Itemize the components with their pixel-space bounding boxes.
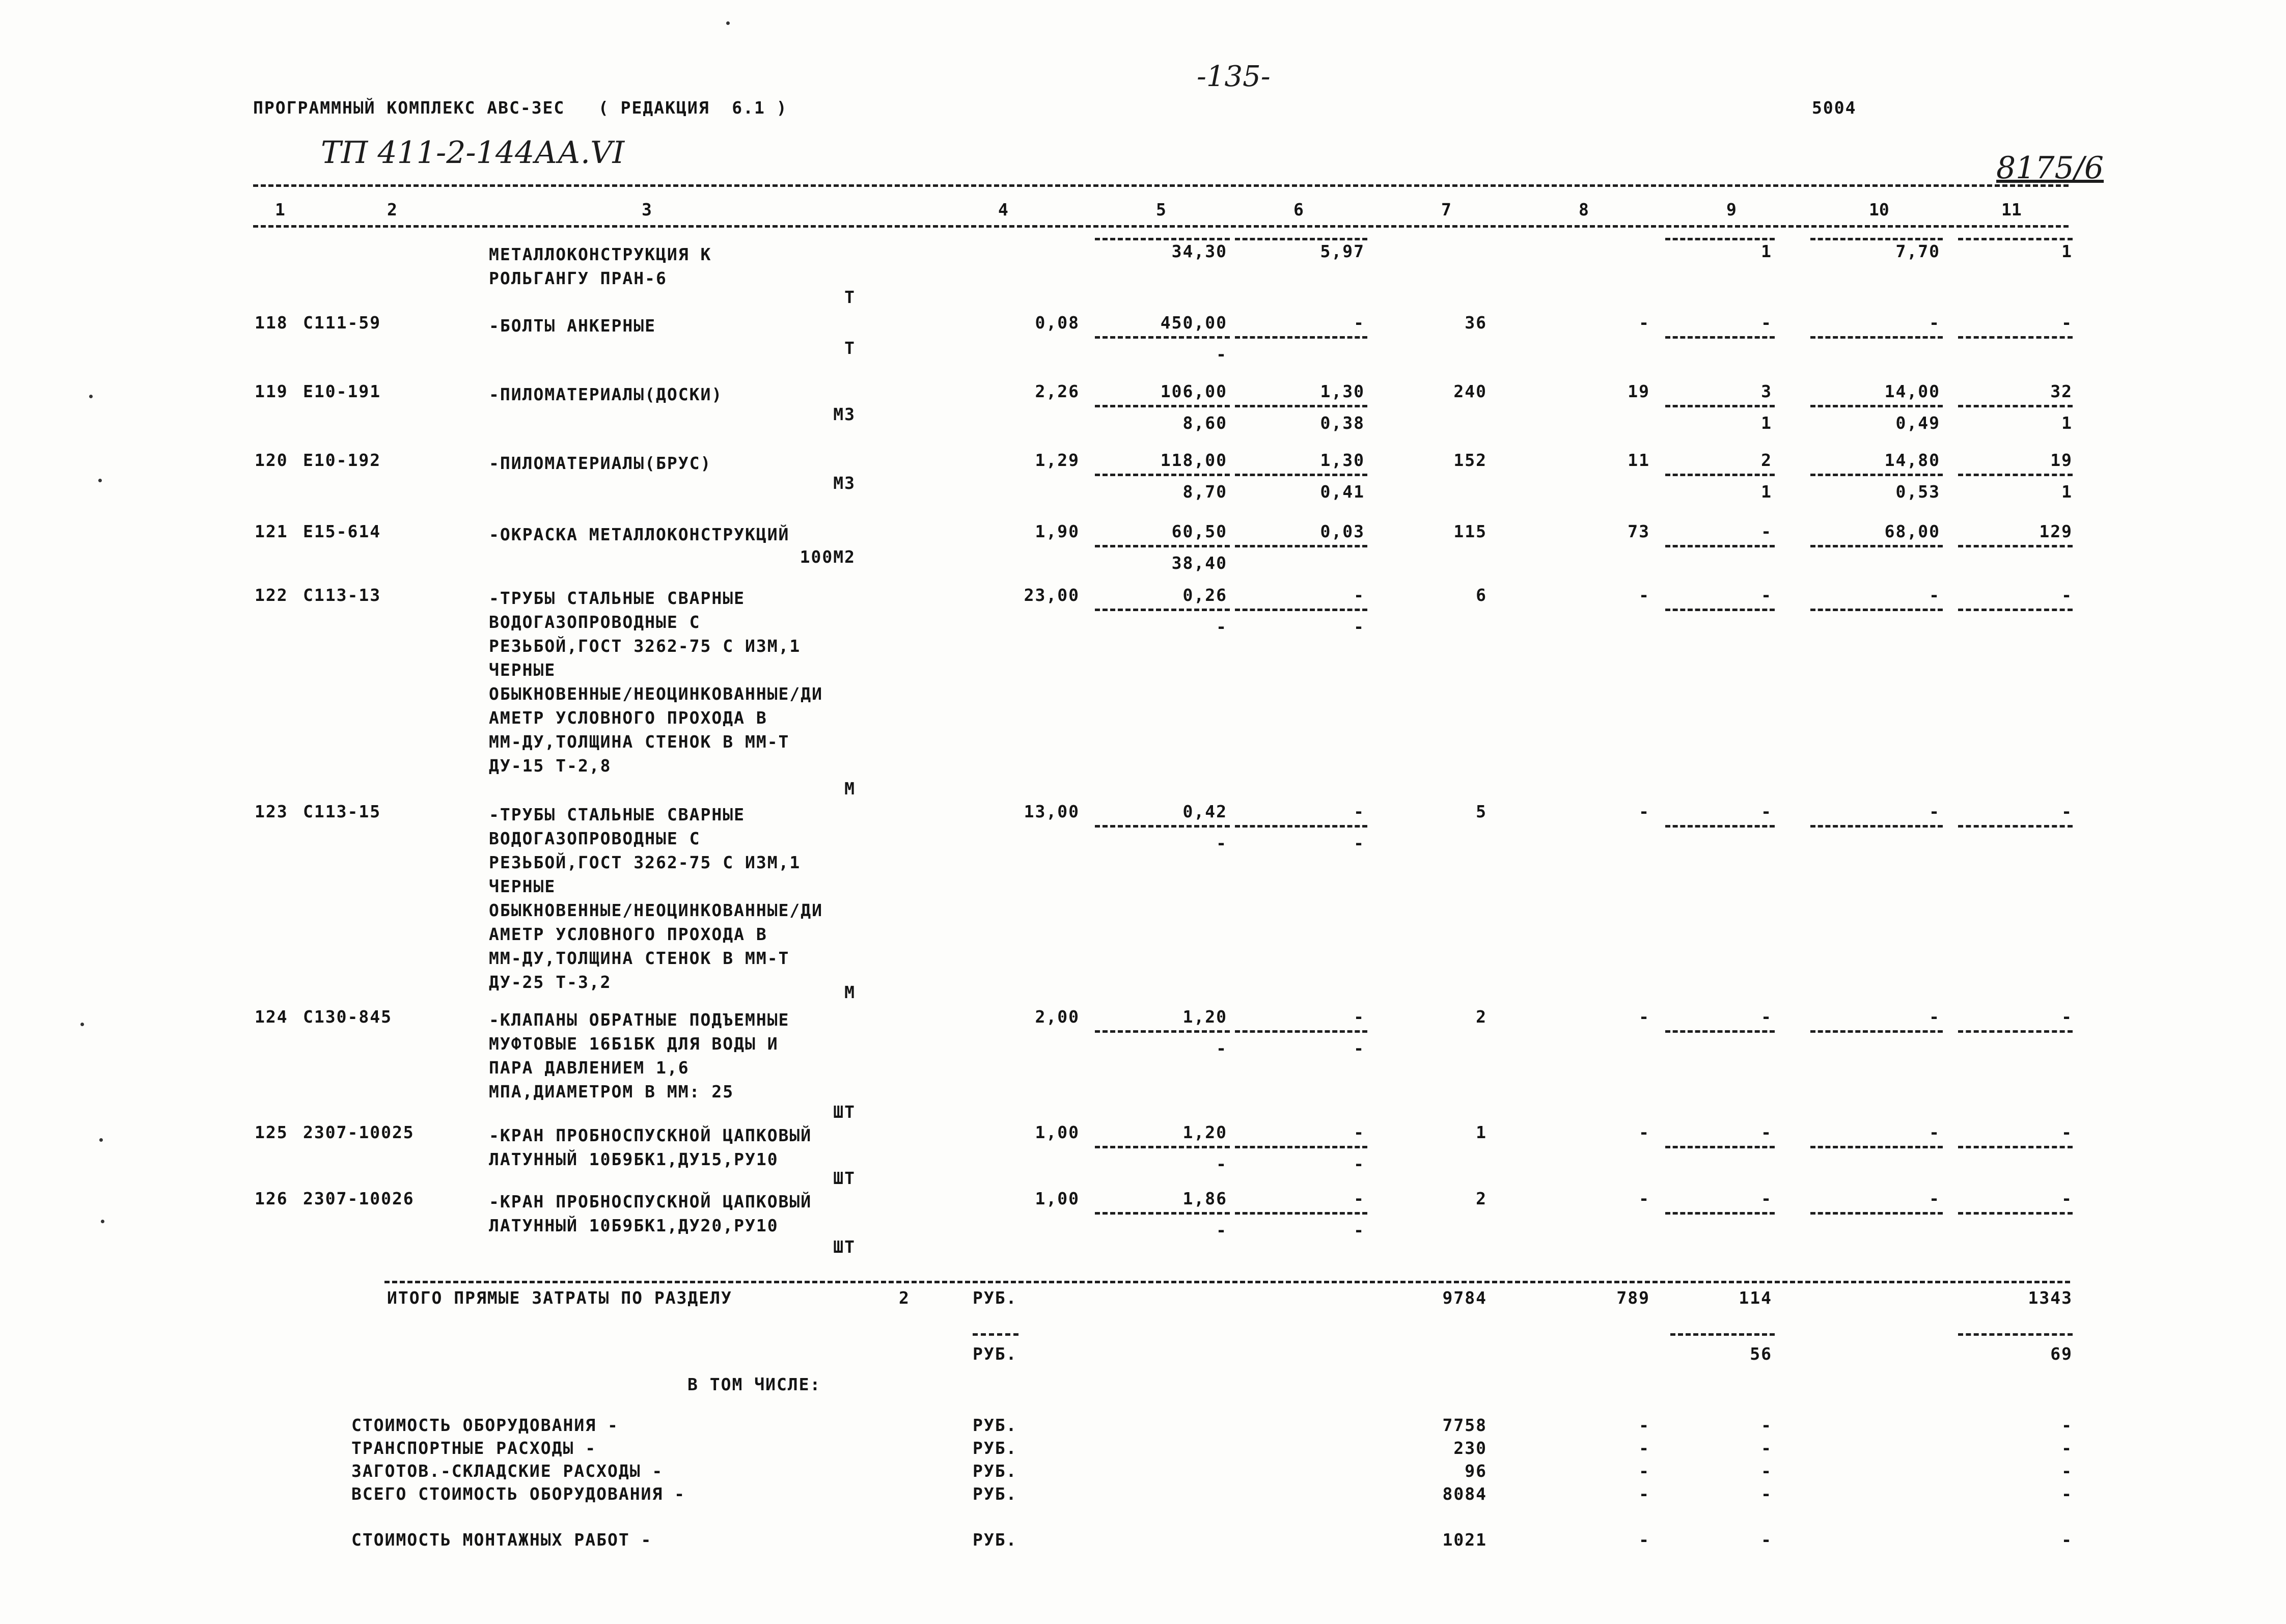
- row-col8: -: [1639, 585, 1650, 605]
- summary-col9: -: [1761, 1438, 1772, 1458]
- row-col6: -: [1354, 1007, 1365, 1027]
- row-col6-secondary: -: [1354, 1154, 1365, 1174]
- row-number: 118: [255, 313, 288, 333]
- totals-col9-rule: [1670, 1333, 1775, 1336]
- row-col7: 6: [1476, 585, 1487, 605]
- row-col11: -: [2061, 1122, 2073, 1142]
- row-col4: 23,00: [1024, 585, 1080, 605]
- row-col5-secondary: 8,60: [1182, 413, 1227, 433]
- row-col8: -: [1639, 802, 1650, 821]
- summary-col11: -: [2061, 1438, 2073, 1458]
- row-col5-secondary: -: [1216, 1154, 1227, 1174]
- row-col8: -: [1639, 313, 1650, 333]
- row-description-line: МУФТОВЫЕ 16Б1БК ДЛЯ ВОДЫ И: [489, 1034, 779, 1054]
- cell-rule: [1235, 1212, 1367, 1215]
- row-col6-secondary: -: [1354, 1038, 1365, 1058]
- row-code: Е15-614: [303, 521, 381, 541]
- document-code: 5004: [1812, 98, 1857, 118]
- cell-rule: [1235, 1030, 1367, 1033]
- row-col7: 2: [1476, 1007, 1487, 1027]
- cell-rule: [1665, 474, 1775, 476]
- summary-label: ЗАГОТОВ.-СКЛАДСКИЕ РАСХОДЫ -: [351, 1461, 664, 1481]
- row-col6-secondary: 0,41: [1320, 482, 1365, 502]
- totals-top-rule: [384, 1281, 2070, 1283]
- row-col5: 1,20: [1182, 1007, 1227, 1027]
- totals-unit-secondary: РУБ.: [973, 1344, 1017, 1364]
- summary-col9: -: [1761, 1530, 1772, 1550]
- row-description-line: -БОЛТЫ АНКЕРНЫЕ: [489, 316, 656, 336]
- cell-rule: [1958, 1146, 2073, 1148]
- cell-rule: [1095, 609, 1230, 611]
- row-col10: -: [1929, 802, 1940, 821]
- cell-rule: [1810, 405, 1943, 407]
- scan-speck: [89, 395, 93, 398]
- summary-col11: -: [2061, 1484, 2073, 1504]
- row-description-line: -ПИЛОМАТЕРИАЛЫ(БРУС): [489, 453, 712, 473]
- cell-rule: [1095, 545, 1230, 547]
- row-col10-secondary: 0,49: [1895, 413, 1940, 433]
- cell-rule: [1665, 1030, 1775, 1033]
- summary-unit: РУБ.: [973, 1484, 1017, 1504]
- program-header: ПРОГРАММНЫЙ КОМПЛЕКС АВС-ЗЕС ( РЕДАКЦИЯ 6.1 ): [253, 98, 788, 118]
- row-col5: 1,86: [1182, 1189, 1227, 1208]
- row-col11-secondary: 1: [2061, 413, 2073, 433]
- row-col6-secondary: -: [1354, 617, 1365, 637]
- cell-rule: [1958, 1030, 2073, 1033]
- row-col11: -: [2061, 1189, 2073, 1208]
- row-description-line: ЧЕРНЫЕ: [489, 876, 556, 896]
- row-col5: 0,26: [1182, 585, 1227, 605]
- handwritten-project-code: ТП 411-2-144АА.VI: [321, 135, 625, 171]
- row-description-line: АМЕТР УСЛОВНОГО ПРОХОДА В: [489, 924, 767, 944]
- cell-rule: [1665, 609, 1775, 611]
- row-col6: 5,97: [1320, 241, 1365, 261]
- row-col4: 1,29: [1035, 450, 1080, 470]
- row-col4: 2,26: [1035, 381, 1080, 401]
- summary-unit: РУБ.: [973, 1415, 1017, 1435]
- row-col11: 1: [2061, 241, 2073, 261]
- cell-rule: [1095, 474, 1230, 476]
- row-description-line: -КРАН ПРОБНОСПУСКНОЙ ЦАПКОВЫЙ: [489, 1125, 812, 1145]
- cell-rule: [1665, 238, 1775, 240]
- row-col10: 14,80: [1884, 450, 1940, 470]
- row-unit: ШТ: [833, 1237, 856, 1257]
- cell-rule: [1095, 1146, 1230, 1148]
- row-code: С113-15: [303, 802, 381, 821]
- cell-rule: [1095, 238, 1230, 240]
- row-description-line: -ОКРАСКА МЕТАЛЛОКОНСТРУКЦИЙ: [489, 525, 790, 544]
- row-col8: -: [1639, 1007, 1650, 1027]
- row-col10: 68,00: [1884, 521, 1940, 541]
- row-col7: 36: [1465, 313, 1487, 333]
- row-description-line: ММ-ДУ,ТОЛЩИНА СТЕНОК В ММ-Т: [489, 732, 790, 752]
- row-code: С111-59: [303, 313, 381, 333]
- row-col9: -: [1761, 313, 1772, 333]
- scan-speck: [80, 1023, 84, 1026]
- row-col5-secondary: 38,40: [1171, 553, 1227, 573]
- row-col10: -: [1929, 1007, 1940, 1027]
- scan-speck: [101, 1220, 104, 1223]
- row-col6: -: [1354, 802, 1365, 821]
- row-col5-secondary: -: [1216, 1220, 1227, 1240]
- summary-unit: РУБ.: [973, 1461, 1017, 1481]
- row-number: 120: [255, 450, 288, 470]
- row-description-line: -КЛАПАНЫ ОБРАТНЫЕ ПОДЪЕМНЫЕ: [489, 1010, 790, 1030]
- summary-unit: РУБ.: [973, 1530, 1017, 1550]
- row-description-line: ЧЕРНЫЕ: [489, 660, 556, 680]
- row-code: С113-13: [303, 585, 381, 605]
- row-col11: 129: [2039, 521, 2073, 541]
- column-number: 7: [1441, 200, 1451, 219]
- row-col11: 19: [2050, 450, 2073, 470]
- row-col5-secondary: -: [1216, 833, 1227, 853]
- page-number: -135-: [1197, 60, 1271, 93]
- row-number: 124: [255, 1007, 288, 1027]
- row-col6: 1,30: [1320, 450, 1365, 470]
- row-col5: 60,50: [1171, 521, 1227, 541]
- summary-col7: 96: [1465, 1461, 1487, 1481]
- row-description-line: ОБЫКНОВЕННЫЕ/НЕОЦИНКОВАННЫЕ/ДИ: [489, 684, 823, 704]
- row-col5: 118,00: [1160, 450, 1227, 470]
- row-col5-secondary: -: [1216, 344, 1227, 364]
- row-description-line: ММ-ДУ,ТОЛЩИНА СТЕНОК В ММ-Т: [489, 948, 790, 968]
- cell-rule: [1235, 545, 1367, 547]
- cell-rule: [1958, 545, 2073, 547]
- cell-rule: [1095, 1212, 1230, 1215]
- row-code: С130-845: [303, 1007, 392, 1027]
- row-col7: 5: [1476, 802, 1487, 821]
- row-col7: 115: [1453, 521, 1487, 541]
- including-heading: В ТОМ ЧИСЛЕ:: [687, 1374, 821, 1394]
- summary-label: ВСЕГО СТОИМОСТЬ ОБОРУДОВАНИЯ -: [351, 1484, 686, 1504]
- row-unit: М: [844, 779, 856, 799]
- row-col8: 11: [1628, 450, 1650, 470]
- row-col4: 1,00: [1035, 1122, 1080, 1142]
- row-col4: 2,00: [1035, 1007, 1080, 1027]
- row-description-line: МПА,ДИАМЕТРОМ В ММ: 25: [489, 1082, 734, 1102]
- cell-rule: [1095, 336, 1230, 339]
- row-unit: М: [844, 982, 856, 1002]
- row-description-line: -ПИЛОМАТЕРИАЛЫ(ДОСКИ): [489, 384, 723, 404]
- row-number: 119: [255, 381, 288, 401]
- row-col9-secondary: 1: [1761, 413, 1772, 433]
- cell-rule: [1810, 1030, 1943, 1033]
- row-col10: -: [1929, 313, 1940, 333]
- row-col5-secondary: -: [1216, 1038, 1227, 1058]
- column-number: 2: [387, 200, 397, 219]
- row-description-line: ДУ-15 Т-2,8: [489, 756, 612, 776]
- summary-col8: -: [1639, 1461, 1650, 1481]
- row-col9: -: [1761, 1007, 1772, 1027]
- row-col7: 2: [1476, 1189, 1487, 1208]
- row-col11: -: [2061, 802, 2073, 821]
- cell-rule: [1958, 474, 2073, 476]
- row-number: 121: [255, 521, 288, 541]
- scan-speck: [99, 1138, 103, 1142]
- cell-rule: [1235, 405, 1367, 407]
- header-bottom-rule: [253, 225, 2069, 228]
- row-col10-secondary: 0,53: [1895, 482, 1940, 502]
- row-col9: -: [1761, 1189, 1772, 1208]
- header-top-rule: [253, 184, 2069, 187]
- row-col5-secondary: 8,70: [1182, 482, 1227, 502]
- summary-label: ТРАНСПОРТНЫЕ РАСХОДЫ -: [351, 1438, 597, 1458]
- cell-rule: [1235, 825, 1367, 828]
- cell-rule: [1958, 405, 2073, 407]
- row-col5: 450,00: [1160, 313, 1227, 333]
- row-col11: 32: [2050, 381, 2073, 401]
- summary-col9: -: [1761, 1415, 1772, 1435]
- row-col11: -: [2061, 1007, 2073, 1027]
- summary-col9: -: [1761, 1461, 1772, 1481]
- summary-unit: РУБ.: [973, 1438, 1017, 1458]
- totals-col11-rule: [1958, 1333, 2073, 1336]
- row-code: 2307-10026: [303, 1189, 415, 1208]
- cell-rule: [1235, 609, 1367, 611]
- row-col4: 1,90: [1035, 521, 1080, 541]
- row-col9: 3: [1761, 381, 1772, 401]
- summary-col7: 8084: [1442, 1484, 1487, 1504]
- summary-col11: -: [2061, 1530, 2073, 1550]
- cell-rule: [1235, 336, 1367, 339]
- cell-rule: [1235, 474, 1367, 476]
- row-description-line: ПАРА ДАВЛЕНИЕМ 1,6: [489, 1058, 690, 1078]
- column-number: 10: [1869, 200, 1889, 219]
- summary-col7: 230: [1453, 1438, 1487, 1458]
- cell-rule: [1235, 1146, 1367, 1148]
- row-code: Е10-192: [303, 450, 381, 470]
- row-unit: Т: [844, 287, 856, 307]
- row-description-line: ВОДОГАЗОПРОВОДНЫЕ С: [489, 829, 701, 848]
- row-col5: 106,00: [1160, 381, 1227, 401]
- row-col5: 0,42: [1182, 802, 1227, 821]
- row-col9: -: [1761, 1122, 1772, 1142]
- totals-label: ИТОГО ПРЯМЫЕ ЗАТРАТЫ ПО РАЗДЕЛУ: [387, 1288, 732, 1308]
- scan-speck: [98, 479, 102, 482]
- row-col6: -: [1354, 1122, 1365, 1142]
- row-number: 122: [255, 585, 288, 605]
- row-number: 125: [255, 1122, 288, 1142]
- cell-rule: [1235, 238, 1367, 240]
- row-description-line: -ТРУБЫ СТАЛЬНЫЕ СВАРНЫЕ: [489, 588, 745, 608]
- row-description-line: РЕЗЬБОЙ,ГОСТ 3262-75 С ИЗМ,1: [489, 852, 801, 872]
- row-col9-secondary: 1: [1761, 482, 1772, 502]
- row-col9: -: [1761, 802, 1772, 821]
- row-number: 123: [255, 802, 288, 821]
- summary-col8: -: [1639, 1438, 1650, 1458]
- cell-rule: [1665, 405, 1775, 407]
- row-col5: 34,30: [1171, 241, 1227, 261]
- cell-rule: [1810, 336, 1943, 339]
- summary-label: СТОИМОСТЬ ОБОРУДОВАНИЯ -: [351, 1415, 619, 1435]
- column-number: 9: [1726, 200, 1737, 219]
- row-unit: ШТ: [833, 1168, 856, 1188]
- totals-section-number: 2: [899, 1288, 910, 1308]
- cell-rule: [1810, 545, 1943, 547]
- totals-unit: РУБ.: [973, 1288, 1017, 1308]
- summary-col8: -: [1639, 1484, 1650, 1504]
- row-col9: -: [1761, 585, 1772, 605]
- row-col7: 152: [1453, 450, 1487, 470]
- row-description-line: ЛАТУННЫЙ 10Б9БК1,ДУ20,РУ10: [489, 1216, 779, 1235]
- cell-rule: [1810, 609, 1943, 611]
- row-col9: 1: [1761, 241, 1772, 261]
- cell-rule: [1095, 405, 1230, 407]
- row-code: 2307-10025: [303, 1122, 415, 1142]
- cell-rule: [1095, 1030, 1230, 1033]
- row-description-line: -ТРУБЫ СТАЛЬНЫЕ СВАРНЫЕ: [489, 805, 745, 824]
- summary-col7: 7758: [1442, 1415, 1487, 1435]
- cell-rule: [1958, 238, 2073, 240]
- row-col11: -: [2061, 585, 2073, 605]
- column-number: 6: [1293, 200, 1304, 219]
- totals-col8: 789: [1616, 1288, 1650, 1308]
- cell-rule: [1958, 336, 2073, 339]
- row-col6: 0,03: [1320, 521, 1365, 541]
- row-unit: ШТ: [833, 1102, 856, 1122]
- row-col5: 1,20: [1182, 1122, 1227, 1142]
- cell-rule: [1665, 1212, 1775, 1215]
- column-number: 11: [2001, 200, 2022, 219]
- row-col9: 2: [1761, 450, 1772, 470]
- cell-rule: [1665, 825, 1775, 828]
- row-col8: 73: [1628, 521, 1650, 541]
- row-description-line: РЕЗЬБОЙ,ГОСТ 3262-75 С ИЗМ,1: [489, 636, 801, 656]
- summary-col9: -: [1761, 1484, 1772, 1504]
- column-number: 1: [275, 200, 285, 219]
- row-col11: -: [2061, 313, 2073, 333]
- row-unit: Т: [844, 338, 856, 358]
- row-col8: 19: [1628, 381, 1650, 401]
- row-col7: 240: [1453, 381, 1487, 401]
- row-description-line: ОБЫКНОВЕННЫЕ/НЕОЦИНКОВАННЫЕ/ДИ: [489, 900, 823, 920]
- row-unit: М3: [833, 404, 856, 424]
- summary-col7: 1021: [1442, 1530, 1487, 1550]
- cell-rule: [1958, 609, 2073, 611]
- row-description-line: ВОДОГАЗОПРОВОДНЫЕ С: [489, 612, 701, 632]
- row-col6: -: [1354, 1189, 1365, 1208]
- row-col4: 0,08: [1035, 313, 1080, 333]
- row-col6-secondary: 0,38: [1320, 413, 1365, 433]
- cell-rule: [1810, 238, 1943, 240]
- row-description-line: МЕТАЛЛОКОНСТРУКЦИЯ К: [489, 244, 712, 264]
- row-col4: 13,00: [1024, 802, 1080, 821]
- row-description-line: ДУ-25 Т-3,2: [489, 972, 612, 992]
- row-description-line: АМЕТР УСЛОВНОГО ПРОХОДА В: [489, 708, 767, 728]
- cell-rule: [1958, 1212, 2073, 1215]
- summary-col11: -: [2061, 1461, 2073, 1481]
- column-number: 8: [1579, 200, 1589, 219]
- cell-rule: [1810, 474, 1943, 476]
- row-col11-secondary: 1: [2061, 482, 2073, 502]
- row-description-line: РОЛЬГАНГУ ПРАН-6: [489, 268, 667, 288]
- row-col6-secondary: -: [1354, 833, 1365, 853]
- row-col6: -: [1354, 313, 1365, 333]
- row-unit: 100М2: [800, 547, 856, 567]
- row-col5-secondary: -: [1216, 617, 1227, 637]
- row-col8: -: [1639, 1189, 1650, 1208]
- row-col7: 1: [1476, 1122, 1487, 1142]
- cell-rule: [1665, 545, 1775, 547]
- totals-unit-rule: [973, 1333, 1018, 1336]
- row-unit: М3: [833, 473, 856, 493]
- row-description-line: ЛАТУННЫЙ 10Б9БК1,ДУ15,РУ10: [489, 1149, 779, 1169]
- column-number: 3: [642, 200, 652, 219]
- row-col10: -: [1929, 1189, 1940, 1208]
- totals-col9-secondary: 56: [1750, 1344, 1772, 1364]
- scan-speck: [726, 21, 730, 25]
- cell-rule: [1665, 336, 1775, 339]
- row-col10: 7,70: [1895, 241, 1940, 261]
- summary-col8: -: [1639, 1530, 1650, 1550]
- totals-col11: 1343: [2028, 1288, 2073, 1308]
- summary-col8: -: [1639, 1415, 1650, 1435]
- row-col4: 1,00: [1035, 1189, 1080, 1208]
- row-description-line: -КРАН ПРОБНОСПУСКНОЙ ЦАПКОВЫЙ: [489, 1192, 812, 1212]
- cell-rule: [1958, 825, 2073, 828]
- row-col6-secondary: -: [1354, 1220, 1365, 1240]
- row-col6: -: [1354, 585, 1365, 605]
- row-col8: -: [1639, 1122, 1650, 1142]
- cell-rule: [1810, 1146, 1943, 1148]
- row-col10: 14,00: [1884, 381, 1940, 401]
- cell-rule: [1665, 1146, 1775, 1148]
- totals-col11-secondary: 69: [2050, 1344, 2073, 1364]
- totals-col7: 9784: [1442, 1288, 1487, 1308]
- row-code: Е10-191: [303, 381, 381, 401]
- row-col10: -: [1929, 1122, 1940, 1142]
- totals-col9: 114: [1739, 1288, 1772, 1308]
- column-number: 4: [998, 200, 1008, 219]
- cell-rule: [1095, 825, 1230, 828]
- handwritten-sheet-number: 8175/6: [1996, 150, 2104, 186]
- row-col9: -: [1761, 521, 1772, 541]
- summary-label: СТОИМОСТЬ МОНТАЖНЫХ РАБОТ -: [351, 1530, 652, 1550]
- row-col10: -: [1929, 585, 1940, 605]
- cell-rule: [1810, 1212, 1943, 1215]
- row-col6: 1,30: [1320, 381, 1365, 401]
- column-number: 5: [1156, 200, 1166, 219]
- summary-col11: -: [2061, 1415, 2073, 1435]
- cell-rule: [1810, 825, 1943, 828]
- row-number: 126: [255, 1189, 288, 1208]
